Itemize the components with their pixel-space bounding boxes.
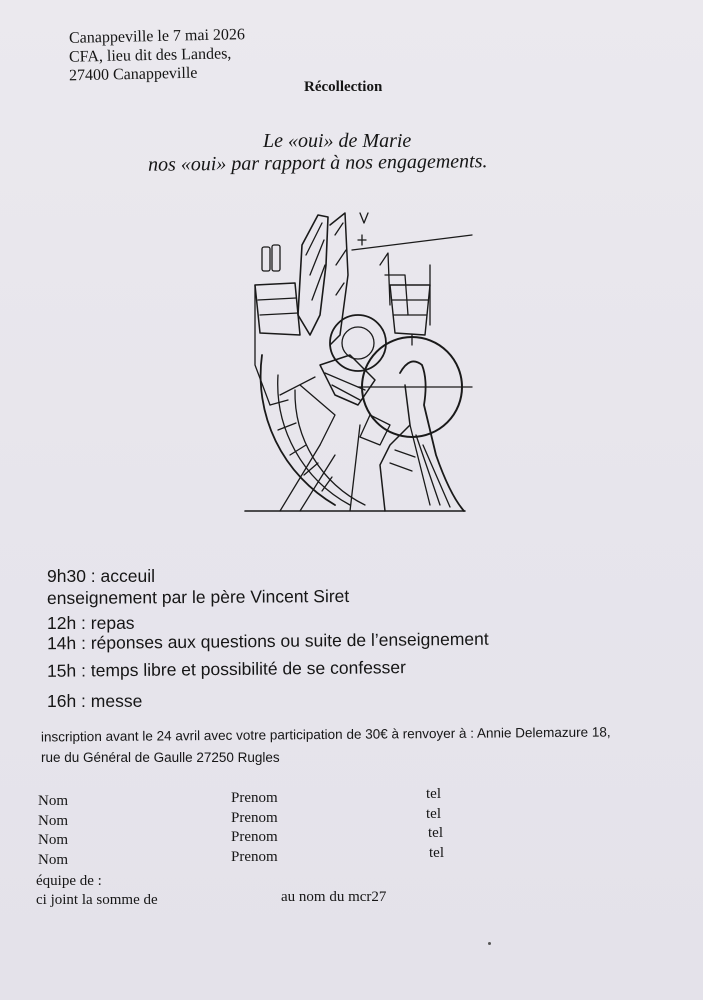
form-nom-2: Nom xyxy=(38,813,68,829)
inscription-line-1: inscription avant le 24 avril avec votre participation de 30€ à renvoyer à : Annie Delemazure 18, xyxy=(40,724,611,745)
schedule-item-2: enseignement par le père Vincent Siret xyxy=(46,585,350,609)
schedule-item-6: 16h : messe xyxy=(47,691,143,711)
schedule-item-1: 9h30 : acceuil xyxy=(47,566,155,586)
form-tel-3: tel xyxy=(428,825,443,841)
inscription-line-2: rue du Général de Gaulle 27250 Rugles xyxy=(41,750,280,765)
form-prenom-4: Prenom xyxy=(231,849,278,865)
form-equipe: équipe de : xyxy=(36,873,102,889)
page-title: Récollection xyxy=(304,79,383,95)
annunciation-sketch xyxy=(240,205,475,517)
form-nom-du: au nom du mcr27 xyxy=(281,889,387,905)
header-address-line: CFA, lieu dit des Landes, xyxy=(68,45,232,66)
form-nom-4: Nom xyxy=(38,852,68,868)
form-tel-1: tel xyxy=(426,786,441,802)
form-prenom-3: Prenom xyxy=(231,829,278,845)
form-nom-1: Nom xyxy=(38,793,68,809)
form-prenom-1: Prenom xyxy=(231,790,278,806)
schedule-item-3: 12h : repas xyxy=(47,613,135,633)
form-tel-2: tel xyxy=(426,806,441,822)
form-somme: ci joint la somme de xyxy=(36,892,158,908)
subtitle-line-2: nos «oui» par rapport à nos engagements. xyxy=(147,150,488,176)
schedule-item-4: 14h : réponses aux questions ou suite de l’enseignement xyxy=(46,628,489,654)
form-prenom-2: Prenom xyxy=(231,810,278,826)
form-tel-4: tel xyxy=(429,845,444,861)
schedule-item-5: 15h : temps libre et possibilité de se confesser xyxy=(46,657,407,681)
ink-speck xyxy=(488,942,491,945)
subtitle-line-1: Le «oui» de Marie xyxy=(263,130,412,152)
header-postal-line: 27400 Canappeville xyxy=(68,64,198,85)
form-nom-3: Nom xyxy=(38,832,68,848)
header-date-line: Canappeville le 7 mai 2026 xyxy=(68,26,246,47)
